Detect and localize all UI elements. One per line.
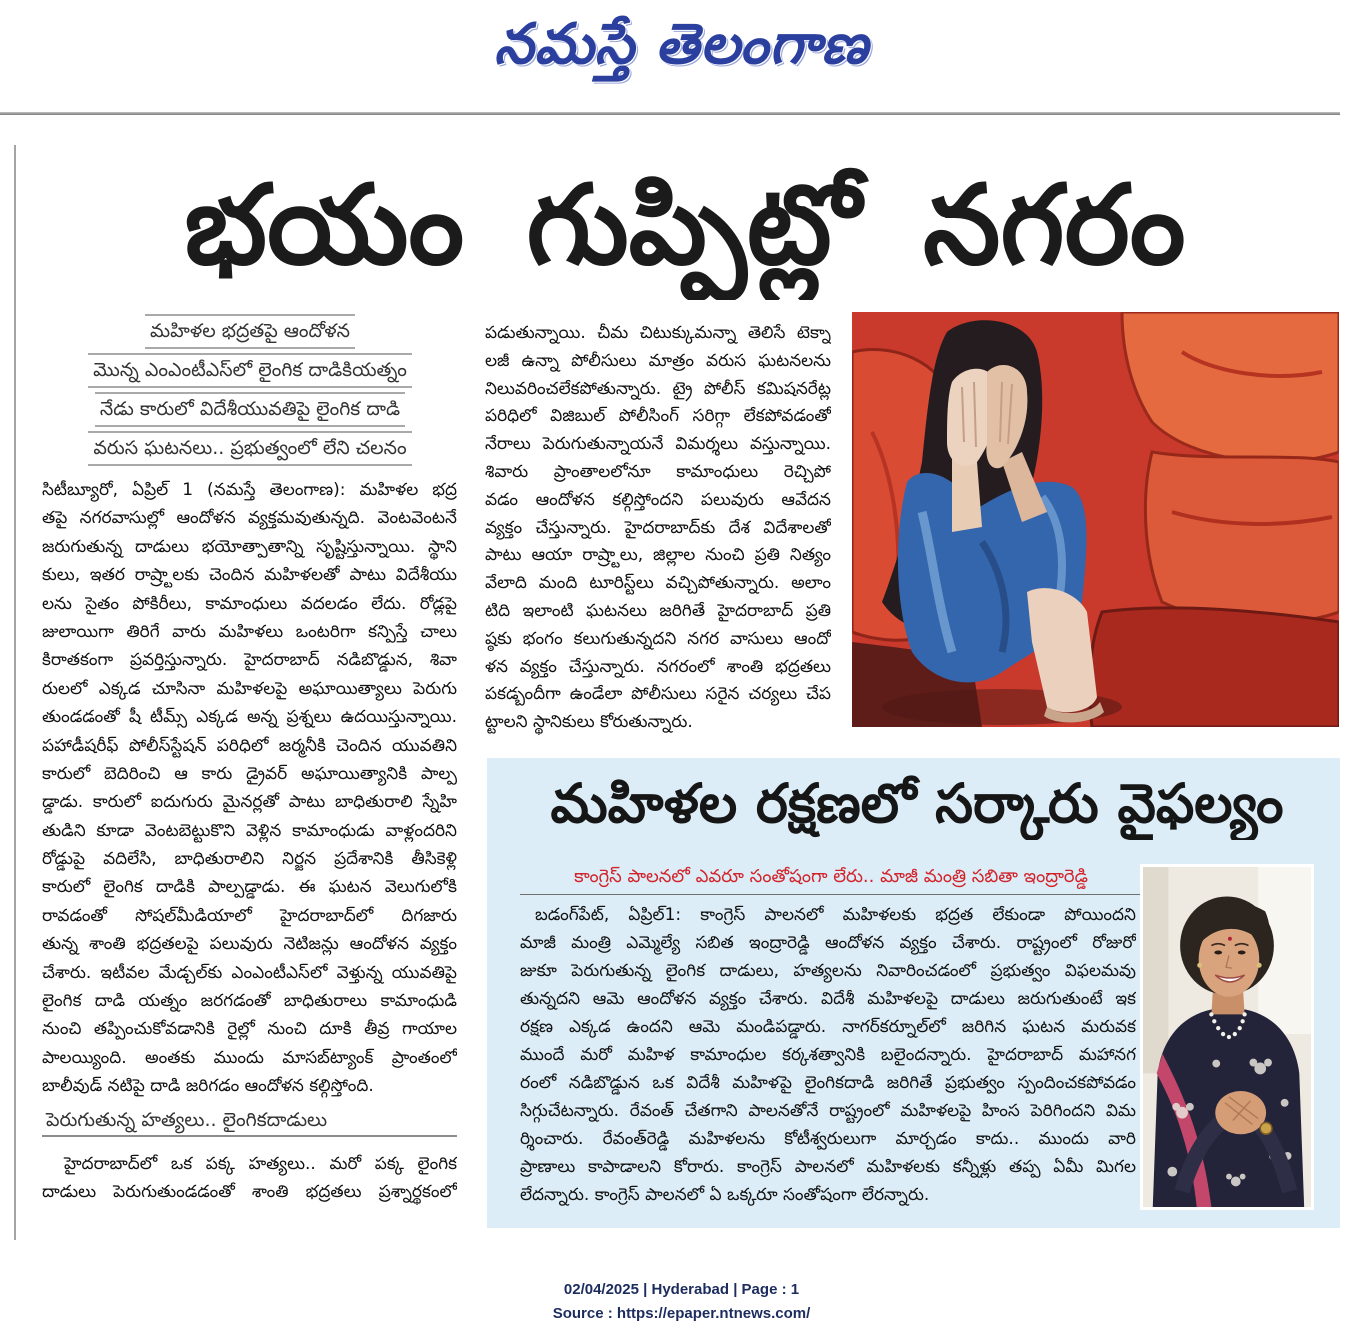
article-line: లను సైతం పోకిరీలు, కామాంధులు వదలడం లేదు. రోడ్లపై: [42, 593, 457, 614]
masthead-divider: [0, 112, 1340, 115]
article-line: నిలువరించలేకపోతున్నారు. ట్రై పోలీస్ కమిషనరేట్ల: [485, 378, 831, 399]
article-line: పాలయ్యింది. అంతకు ముందు మాసబ్‌ట్యాంక్ ప్రాంతంలో: [42, 1047, 457, 1068]
portrait-photo: [1140, 864, 1314, 1210]
article-line: తపై నగరవాసుల్లో ఆందోళన వ్యక్తమవుతున్నది. వెంటవెంటనే: [42, 508, 457, 529]
middle-column-body: [485, 320, 831, 737]
article-line: ర్శించారు. రేవంత్‌రెడ్డి మహిళలను కోటీశ్వరులుగా మార్చడం కాదు.. ముందు వారి: [520, 1129, 1136, 1149]
illustration-artwork: [852, 312, 1339, 727]
article-line: దాడులు పెరుగుతుండడంతో శాంతి భద్రతలు ప్రశ్నార్థకంలో: [42, 1182, 457, 1202]
article-line: టిది ఇలాంటి ఘటనలు జరిగితే హైదరాబాద్ ప్రతి: [485, 600, 831, 621]
left-margin-rule: [14, 145, 16, 1240]
article-line: డ్డాడు. కారులో ఐదుగురు మైనర్లతో పాటు బాధితురాలి స్నేహి: [42, 792, 457, 813]
article-line: రక్షణ ఎక్కడ ఉందని ఆమె మండిపడ్డారు. నాగర్‌కర్నూల్‌లో జరిగిన ఘటన మరువక: [520, 1017, 1136, 1037]
article-line: ష్ఠకు భంగం కలుగుతున్నదని నగర వాసులు ఆందో: [485, 628, 831, 649]
article-line: లజీ ఉన్నా పోలీసులు మాత్రం వరుస ఘటనలను: [485, 350, 831, 371]
footer-source-line: Source : https://epaper.ntnews.com/: [552, 1305, 811, 1322]
sidebar-body: [520, 901, 1136, 1209]
article-line: జరుగుతున్న దాడులు భయోత్పాతాన్ని సృష్టిస్తున్నాయి. స్థాని: [42, 536, 457, 557]
article-line: లేదన్నారు. కాంగ్రెస్ పాలనలో ఏ ఒక్కరూ సంతోషంగా లేరన్నారు.: [520, 1185, 930, 1205]
article-line: హైదరాబాద్‌లో ఒక పక్క హత్యలు.. మరో పక్క లైంగిక: [64, 1154, 457, 1174]
article-line: కారులో బెదిరించి ఆ కారు డ్రైవర్ అఘాయిత్యానికి పాల్ప: [42, 763, 457, 784]
article-line: తున్న శాంతి భద్రతలపై పలువురు నెటిజన్లు ఆందోళన వ్యక్తం: [42, 934, 457, 955]
section-body: [42, 1150, 457, 1206]
article-line: సిగ్గుచేటన్నారు. రేవంత్ చేతగాని పాలనతోనే రాష్ట్రంలో మహిళలపై హింస పెరిగిందని విమ: [520, 1101, 1136, 1121]
article-line: నేరాలు పెరుగుతున్నాయనే విమర్శలు వస్తున్నాయి.: [485, 434, 831, 455]
article-line: తున్నదని ఆమె ఆందోళన వ్యక్తం చేశారు. విదేశీ మహిళలపై దాడులు జరుగుతుంటే ఇక: [520, 989, 1136, 1009]
left-column-body: [42, 476, 457, 1101]
article-line: లైంగిక దాడి యత్నం జరగడంతో బాధితురాలు కామాంధుడి: [42, 991, 457, 1012]
portrait-artwork: [1143, 867, 1311, 1207]
story-illustration: [852, 312, 1339, 727]
page-footer: [0, 1278, 1363, 1326]
article-line: పరిధిలో విజిబుల్ పోలీసింగ్ సరిగ్గా లేకపోవడంతో: [485, 406, 831, 427]
article-line: తుండడంతో షీ టీమ్స్ ఎక్కడ అన్న ప్రశ్నలు ఉదయిస్తున్నాయి.: [42, 707, 457, 728]
article-line: జుకూ పెరుగుతున్న లైంగిక దాడులు, హత్యలను నివారించడంలో ప్రభుత్వం విఫలమవు: [520, 961, 1136, 981]
article-line: తుడిని కూడా వెంటబెట్టుకొని వెళ్లిన కామాంధుడు వాళ్లందరిని: [42, 820, 457, 841]
sidebar-story: [487, 758, 1340, 1228]
article-line: ట్టాలని స్థానికులు కోరుతున్నారు.: [485, 712, 693, 733]
section-subhead: పెరుగుతున్న హత్యలు.. లైంగికదాడులు: [42, 1103, 457, 1137]
subhead-box: మొన్న ఎంఎంటీఎస్‌లో లైంగిక దాడికియత్నం: [88, 353, 412, 388]
article-line: శివారు ప్రాంతాలలోనూ కామాంధులు రెచ్చిపో: [485, 461, 831, 482]
article-line: పహాడీషరీఫ్ పోలీస్‌స్టేషన్ పరిధిలో జర్మనీకి చెందిన యువతిని: [42, 735, 457, 756]
sidebar-headline: మహిళల రక్షణలో సర్కారు వైఫల్యం: [550, 772, 1284, 835]
subhead-box: నేడు కారులో విదేశీయువతిపై లైంగిక దాడి: [95, 392, 405, 427]
article-line: చేశారు. ఇటీవల మేడ్చల్‌కు ఎంఎంటీఎస్‌లో వెళ్తున్న యువతిపై: [42, 962, 457, 983]
article-line: నుంచి తప్పించుకోవడానికి రైల్లో నుంచి దూకి తీవ్ర గాయాల: [42, 1019, 457, 1040]
masthead-logo: నమస్తే తెలంగాణ: [494, 12, 869, 77]
article-line: వడం ఆందోళన కల్గిస్తోందని పలువురు ఆవేదన: [485, 489, 831, 510]
article-line: రులలో ఎక్కడ చూసినా మహిళలపై అఘాయిత్యాలు పెరుగు: [42, 678, 457, 699]
masthead: [0, 6, 1363, 86]
article-line: మాజీ మంత్రి ఎమ్మెల్యే సబిత ఇంద్రారెడ్డి ఆందోళన వ్యక్తం చేశారు. రాష్ట్రంలో రోజురో: [520, 933, 1136, 953]
article-line: పాటు ఆయా రాష్ర్టాలు, జిల్లాల నుంచి ప్రతి నిత్యం: [485, 545, 831, 566]
article-line: వ్యక్తం చేస్తున్నారు. హైదరాబాద్‌కు దేశ విదేశాలతో: [485, 517, 831, 538]
main-headline: భయం గుప్పిట్లో నగరం: [184, 161, 1186, 289]
article-line: బడంగ్‌పేట్, ఏప్రిల్1: కాంగ్రెస్ పాలనలో మహిళలకు భద్రత లేకుండా పోయిందని: [535, 905, 1136, 925]
article-line: రంలో నడిబొడ్డున ఒక విదేశీ మహిళపై లైంగికదాడి జరిగితే ప్రభుత్వం స్పందించకపోవడం: [520, 1073, 1136, 1093]
article-line: కారులో లైంగిక దాడికి పాల్పడ్డాడు. ఈ ఘటన వెలుగులోకి: [42, 877, 457, 898]
article-line: ళన వ్యక్తం చేస్తున్నారు. నగరంలో శాంతి భద్రతలు: [485, 656, 831, 677]
article-line: వేలాది మంది టూరిస్ట్‌లు వచ్చిపోతున్నారు. అలాం: [485, 573, 831, 594]
subhead-box: వరుస ఘటనలు.. ప్రభుత్వంలో లేని చలనం: [88, 431, 411, 466]
footer-date-line: 02/04/2025 | Hyderabad | Page : 1: [563, 1281, 800, 1298]
article-line: పకడ్బందీగా ఉండేలా పోలీసులు సరైన చర్యలు చేప: [485, 684, 831, 705]
article-line: పడుతున్నాయి. చీమ చిటుక్కుమన్నా తెలిసే టెక్నా: [485, 323, 831, 343]
article-line: జులాయిగా తిరిగే వారు మహిళలు ఒంటరిగా కన్పిస్తే చాలు: [42, 621, 457, 642]
article-line: రావడంతో సోషల్‌మీడియాలో హైదరాబాద్‌లో దిగజారు: [42, 905, 457, 926]
article-line: కులు, ఇతర రాష్ర్టాలకు చెందిన మహిళలతో పాటు విదేశీయు: [42, 565, 457, 586]
article-line: ముందే మరో మహిళ కామాంధుల కర్కశత్వానికి బలైందన్నారు. హైదరాబాద్ మహానగ: [520, 1045, 1136, 1065]
article-line: బాలీవుడ్ నటిపై దాడి జరిగడం ఆందోళన కల్గిస్తోంది.: [42, 1076, 374, 1097]
article-line: సిటీబ్యూరో, ఏప్రిల్ 1 (నమస్తే తెలంగాణ): మహిళల భద్ర: [42, 480, 457, 500]
story-subheads: [40, 314, 460, 470]
article-line: ప్రాణాలు కాపాడాలని కోరారు. కాంగ్రెస్ పాలనలో మహిళలకు కన్నీళ్లు తప్ప ఏమీ మిగల: [520, 1157, 1136, 1177]
article-line: రోడ్డుపై వదిలేసి, బాధితురాలిని నిర్జన ప్రదేశానికి తీసికెళ్లి: [42, 849, 457, 870]
sidebar-subhead: కాంగ్రెస్ పాలనలో ఎవరూ సంతోషంగా లేరు.. మాజీ మంత్రి సబితా ఇంద్రారెడ్డి: [520, 862, 1142, 895]
article-line: కిరాతకంగా ప్రవర్తిస్తున్నారు. హైదరాబాద్ నడిబొడ్డున, శివా: [42, 650, 457, 671]
subhead-box: మహిళల భద్రతపై ఆందోళన: [145, 314, 355, 349]
